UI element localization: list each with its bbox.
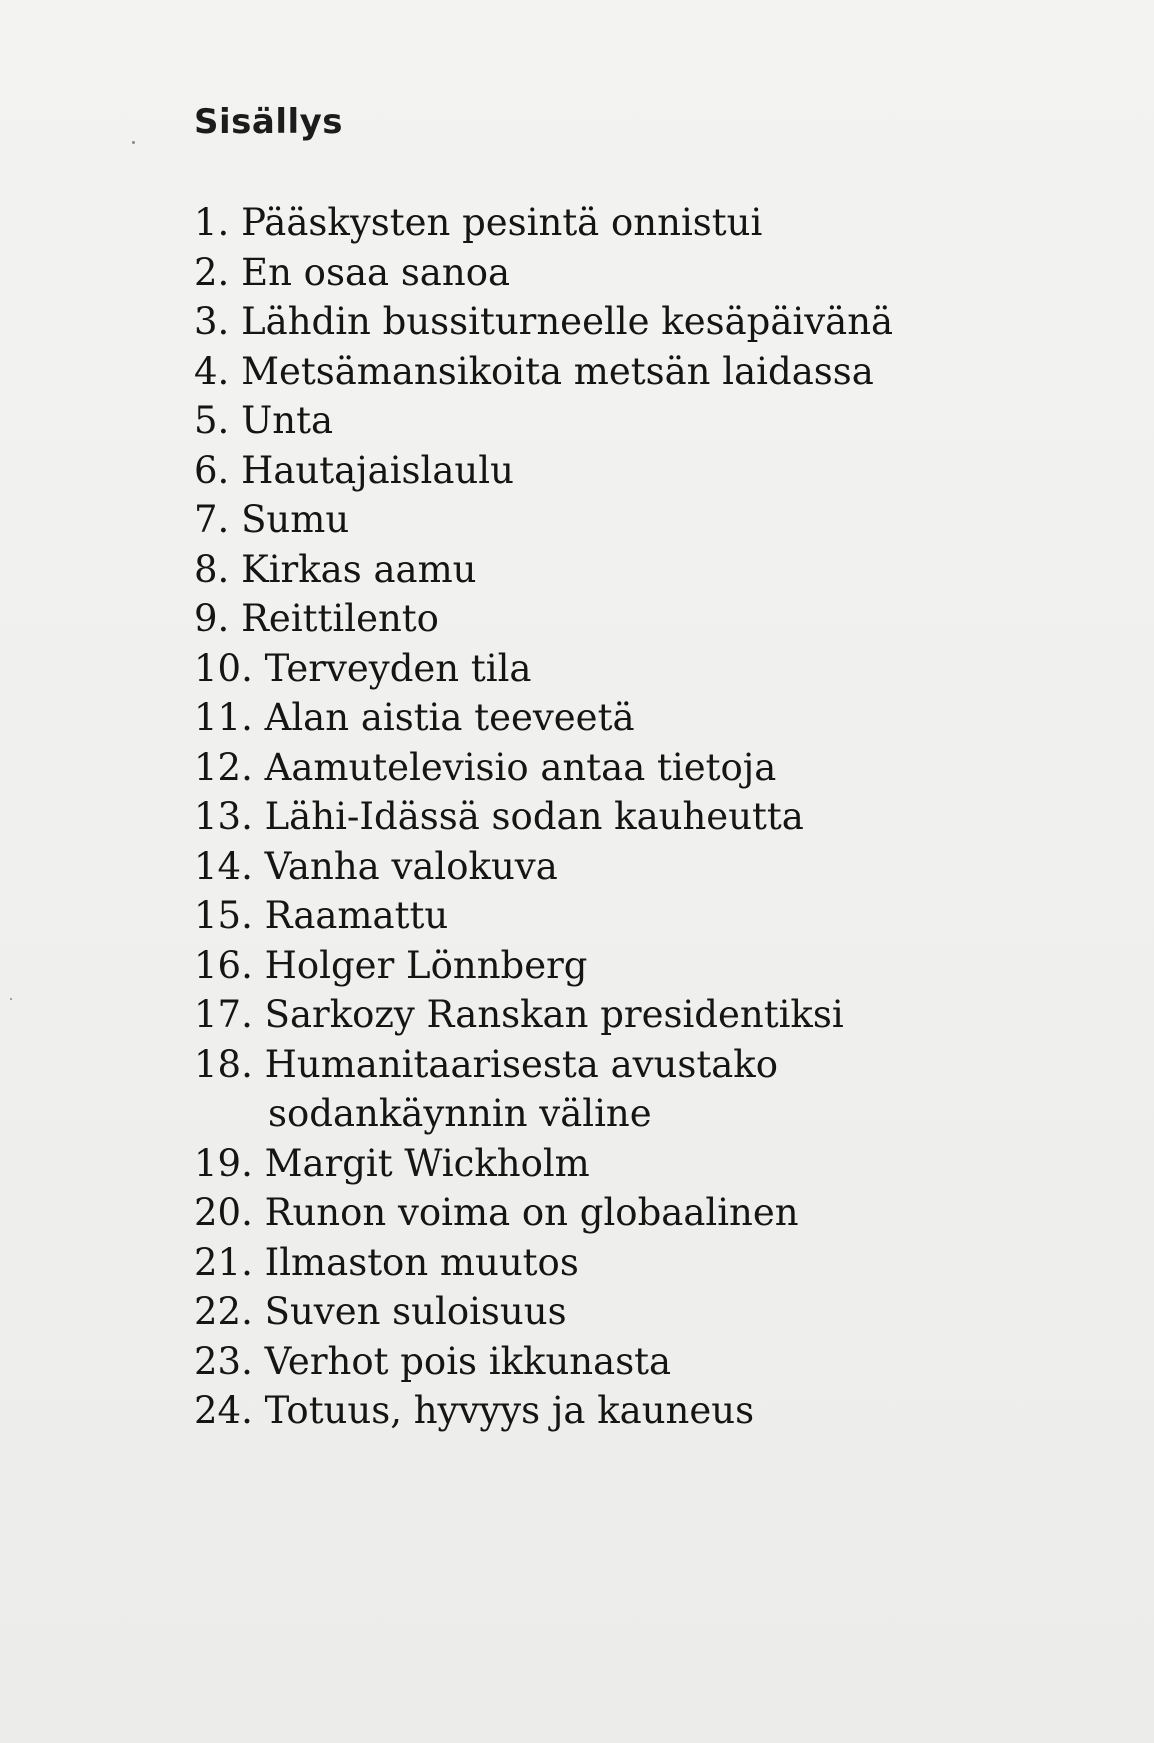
toc-entry-title: En osaa sanoa bbox=[241, 250, 511, 294]
print-speck bbox=[10, 998, 12, 1000]
toc-entry bbox=[194, 446, 893, 496]
toc-entry-number: 7. bbox=[194, 498, 230, 541]
toc-entry bbox=[194, 495, 893, 545]
toc-entry-number: 24. bbox=[194, 1389, 253, 1432]
toc-entry-title: Unta bbox=[241, 399, 334, 442]
toc-entry bbox=[194, 297, 893, 347]
toc-entry-number: 18. bbox=[194, 1042, 253, 1086]
toc-entry-title: Suven suloisuus bbox=[264, 1290, 567, 1333]
toc-entry-title: Margit Wickholm bbox=[264, 1141, 590, 1185]
toc-entry-number: 1. bbox=[194, 201, 230, 244]
toc-entry-title: Pääskysten pesintä onnistui bbox=[241, 201, 763, 244]
toc-entry-number: 17. bbox=[194, 993, 253, 1036]
toc-entry bbox=[194, 1139, 893, 1189]
toc-entry-title: Sumu bbox=[241, 498, 350, 541]
toc-entry-number: 14. bbox=[194, 844, 253, 888]
toc-entry-number: 3. bbox=[194, 300, 230, 343]
toc-entry-number: 6. bbox=[194, 448, 230, 492]
toc-entry-number: 20. bbox=[194, 1191, 253, 1234]
toc-entry-number: 4. bbox=[194, 349, 230, 393]
toc-entry bbox=[194, 743, 893, 793]
toc-entry-number: 9. bbox=[194, 597, 230, 640]
toc-entry-number: 22. bbox=[194, 1290, 253, 1333]
toc-entry-number: 2. bbox=[194, 250, 230, 294]
toc-heading: Sisällys bbox=[194, 102, 344, 142]
toc-entry bbox=[194, 644, 893, 694]
toc-entry bbox=[194, 198, 893, 248]
toc-entry-title: Vanha valokuva bbox=[264, 844, 558, 888]
toc-entry bbox=[194, 347, 893, 397]
toc-entry-title: Sarkozy Ranskan presidentiksi bbox=[264, 993, 844, 1036]
toc-entry bbox=[194, 792, 893, 842]
toc-entry bbox=[194, 1040, 893, 1139]
toc-entry-number: 10. bbox=[194, 646, 253, 690]
toc-entry bbox=[194, 941, 893, 991]
toc-entry-title: Hautajaislaulu bbox=[241, 448, 514, 492]
toc-entry-title: Alan aistia teeveetä bbox=[264, 696, 635, 739]
toc-entry bbox=[194, 891, 893, 941]
toc-entry-number: 23. bbox=[194, 1339, 253, 1383]
toc-entry bbox=[194, 1337, 893, 1387]
toc-entry-title: Lähdin bussiturneelle kesäpäivänä bbox=[241, 300, 894, 343]
toc-entry-number: 13. bbox=[194, 795, 253, 838]
toc-entry-number: 15. bbox=[194, 894, 253, 937]
toc-entry-title: Holger Lönnberg bbox=[264, 943, 588, 987]
toc-entry-title-continuation: sodankäynnin väline bbox=[268, 1092, 652, 1135]
toc-entry-title: Metsämansikoita metsän laidassa bbox=[241, 349, 874, 393]
print-speck bbox=[132, 141, 135, 144]
toc-entry-number: 11. bbox=[194, 696, 253, 739]
toc-entry-title: Humanitaarisesta avustako bbox=[264, 1042, 778, 1086]
toc-entry bbox=[194, 1287, 893, 1337]
toc-entry-number: 21. bbox=[194, 1240, 253, 1284]
toc-entry-title: Verhot pois ikkunasta bbox=[264, 1339, 672, 1383]
toc-entry bbox=[194, 396, 893, 446]
toc-entry-title: Raamattu bbox=[264, 894, 449, 937]
toc-entry-number: 12. bbox=[194, 745, 253, 789]
toc-entry-number: 19. bbox=[194, 1141, 253, 1185]
toc-entry-title: Aamutelevisio antaa tietoja bbox=[264, 745, 777, 789]
toc-entry bbox=[194, 693, 893, 743]
toc-entry-number: 16. bbox=[194, 943, 253, 987]
toc-entry-title: Terveyden tila bbox=[264, 646, 532, 690]
toc-entry-title: Reittilento bbox=[241, 597, 439, 640]
toc-entry-number: 5. bbox=[194, 399, 230, 442]
toc-entry-title: Kirkas aamu bbox=[241, 547, 477, 591]
toc-entry-title: Lähi-Idässä sodan kauheutta bbox=[264, 795, 804, 838]
toc-entry bbox=[194, 990, 893, 1040]
toc-entry bbox=[194, 594, 893, 644]
toc-entry bbox=[194, 248, 893, 298]
table-of-contents bbox=[194, 198, 893, 1436]
toc-entry-title: Runon voima on globaalinen bbox=[264, 1191, 799, 1234]
toc-entry bbox=[194, 1188, 893, 1238]
toc-entry-title: Totuus, hyvyys ja kauneus bbox=[264, 1389, 755, 1432]
toc-entry bbox=[194, 842, 893, 892]
toc-entry-number: 8. bbox=[194, 547, 230, 591]
toc-entry-title: Ilmaston muutos bbox=[264, 1240, 579, 1284]
toc-entry bbox=[194, 545, 893, 595]
toc-entry bbox=[194, 1238, 893, 1288]
toc-entry bbox=[194, 1386, 893, 1436]
